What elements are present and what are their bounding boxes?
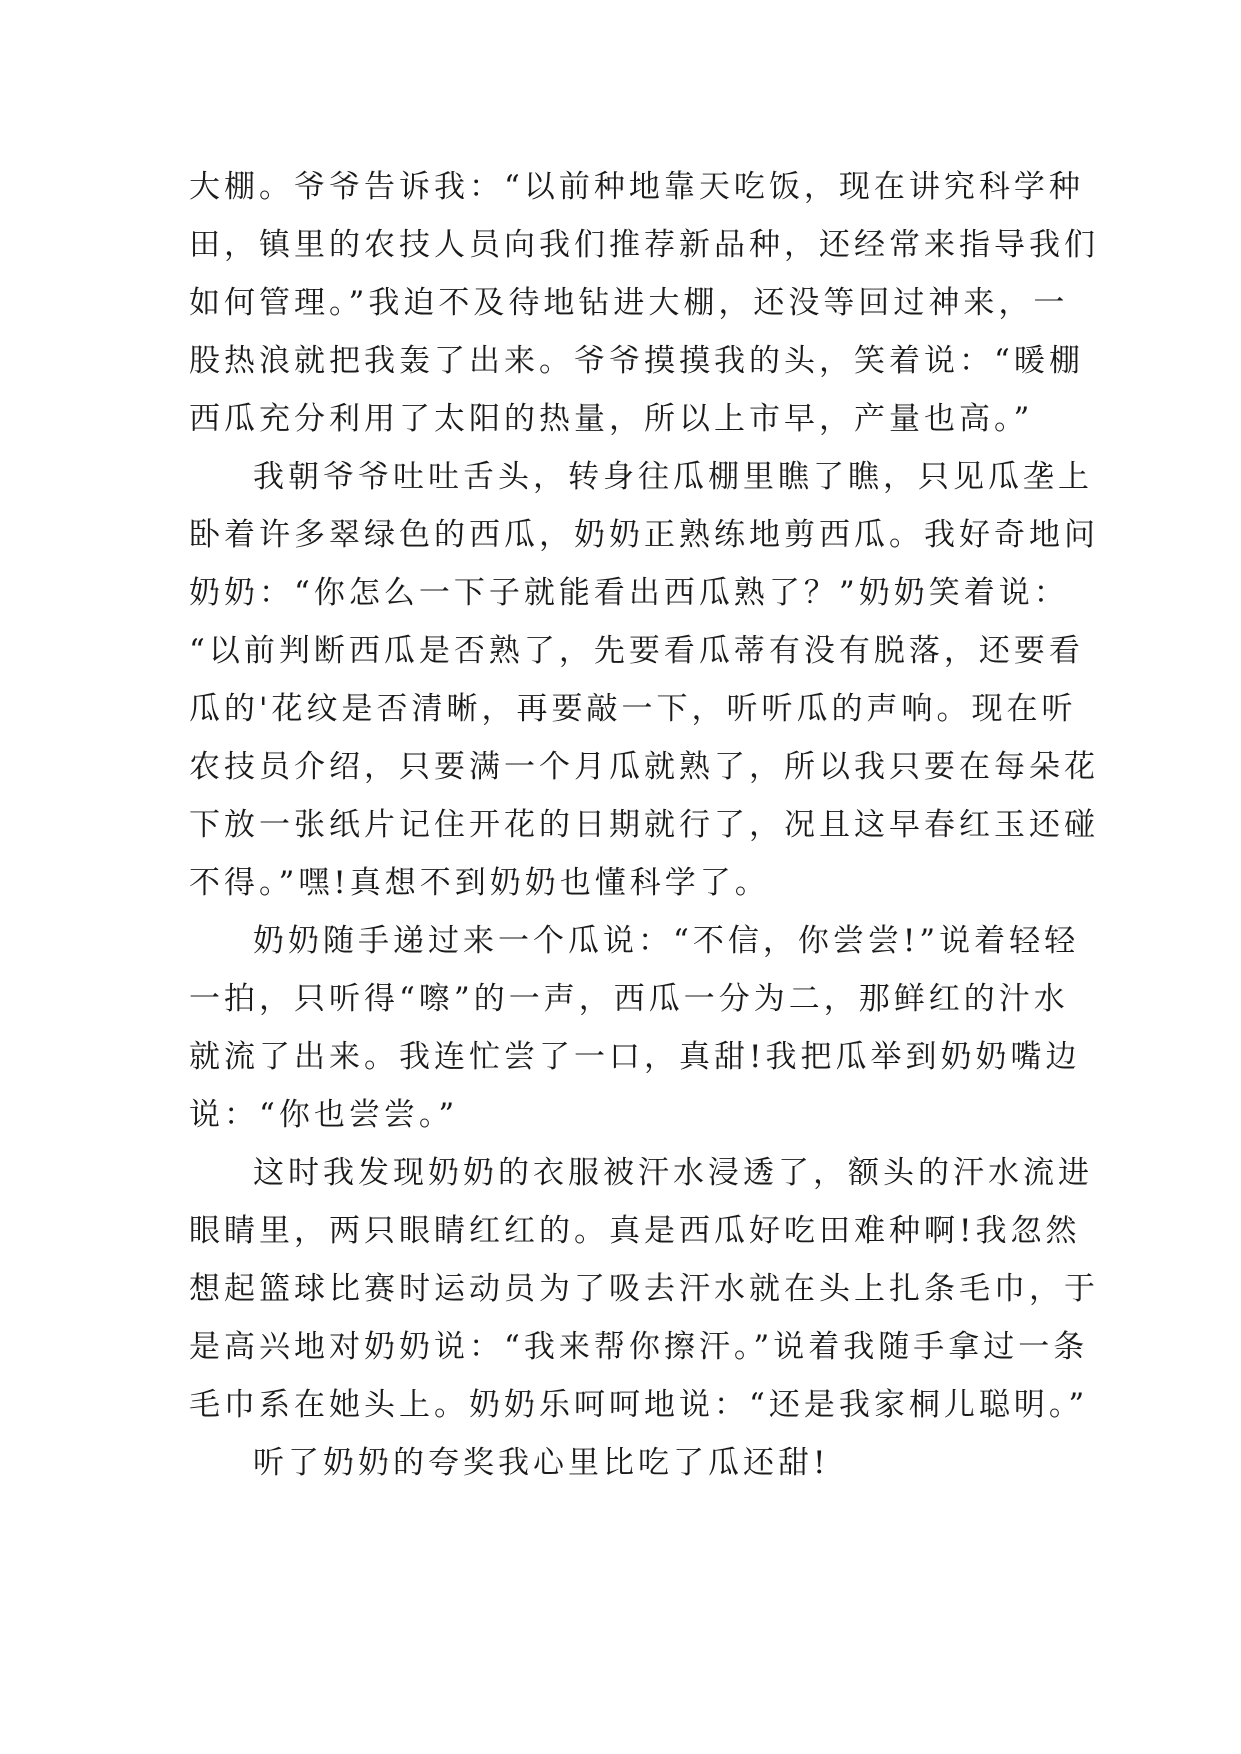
paragraph-line: 毛巾系在她头上。奶奶乐呵呵地说：“还是我家桐儿聪明。” (189, 1387, 1089, 1423)
paragraph-line: 奶奶随手递过来一个瓜说：“不信，你尝尝!”说着轻轻 (253, 923, 1080, 959)
paragraph-line: 这时我发现奶奶的衣服被汗水浸透了，额头的汗水流进 (253, 1155, 1093, 1191)
paragraph-5 (189, 1434, 1069, 1492)
paragraph-line: 是高兴地对奶奶说：“我来帮你擦汗。”说着我随手拿过一条 (189, 1329, 1089, 1365)
paragraph-line: 田，镇里的农技人员向我们推荐新品种，还经常来指导我们 (189, 227, 1099, 263)
paragraph-line: 一拍，只听得“嚓”的一声，西瓜一分为二，那鲜红的汁水 (189, 981, 1069, 1017)
paragraph-line: 卧着许多翠绿色的西瓜，奶奶正熟练地剪西瓜。我好奇地问 (189, 517, 1099, 553)
paragraph-1 (189, 158, 1099, 448)
paragraph-line: 就流了出来。我连忙尝了一口，真甜!我把瓜举到奶奶嘴边 (189, 1039, 1081, 1075)
paragraph-2 (189, 448, 1099, 912)
paragraph-line: 眼睛里，两只眼睛红红的。真是西瓜好吃田难种啊!我忽然 (189, 1213, 1081, 1249)
paragraph-line: 股热浪就把我轰了出来。爷爷摸摸我的头，笑着说：“暖棚 (189, 343, 1084, 379)
paragraph-line: 西瓜充分利用了太阳的热量，所以上市早，产量也高。” (189, 401, 1034, 437)
paragraph-line: “以前判断西瓜是否熟了，先要看瓜蒂有没有脱落，还要看 (189, 633, 1084, 669)
paragraph-line: 奶奶：“你怎么一下子就能看出西瓜熟了？”奶奶笑着说： (189, 575, 1069, 611)
paragraph-line: 说：“你也尝尝。” (189, 1097, 459, 1133)
paragraph-line: 不得。”嘿!真想不到奶奶也懂科学了。 (189, 865, 770, 901)
paragraph-3 (189, 912, 1081, 1144)
paragraph-line: 如何管理。”我迫不及待地钻进大棚，还没等回过神来，一 (189, 285, 1069, 321)
document-body (189, 158, 1099, 1492)
paragraph-line: 想起篮球比赛时运动员为了吸去汗水就在头上扎条毛巾，于 (189, 1271, 1099, 1307)
paragraph-line: 下放一张纸片记住开花的日期就行了，况且这早春红玉还碰 (189, 807, 1099, 843)
paragraph-line: 大棚。爷爷告诉我：“以前种地靠天吃饭，现在讲究科学种 (189, 169, 1084, 205)
paragraph-line: 瓜的'花纹是否清晰，再要敲一下，听听瓜的声响。现在听 (189, 691, 1077, 727)
paragraph-4 (189, 1144, 1099, 1434)
paragraph-line: 农技员介绍，只要满一个月瓜就熟了，所以我只要在每朵花 (189, 749, 1099, 785)
paragraph-line: 听了奶奶的夸奖我心里比吃了瓜还甜! (253, 1445, 830, 1481)
paragraph-line: 我朝爷爷吐吐舌头，转身往瓜棚里瞧了瞧，只见瓜垄上 (253, 459, 1093, 495)
